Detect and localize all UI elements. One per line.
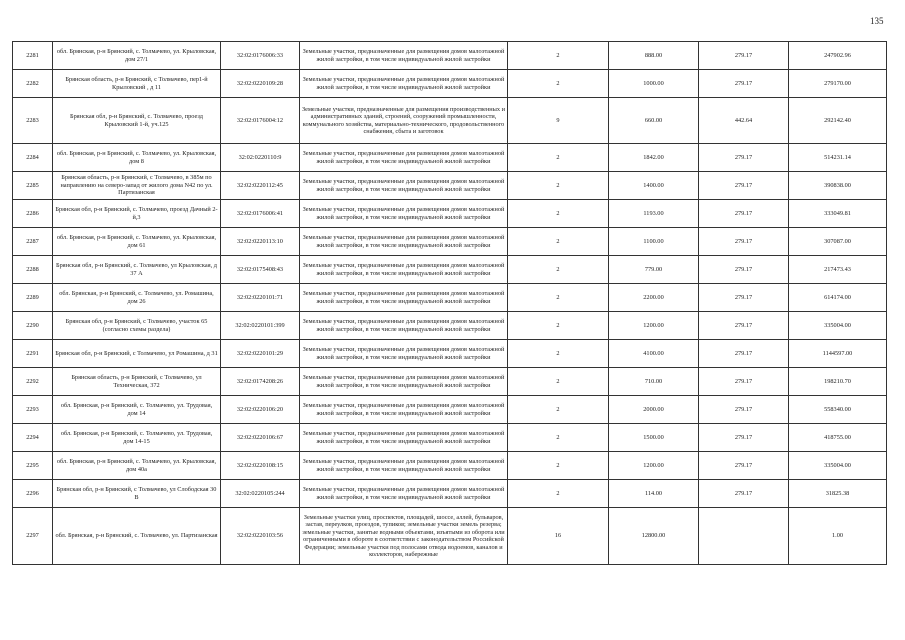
area-cell: 1100.00 [609,228,699,256]
use-group-cell: 2 [508,340,609,368]
cadastral-value-cell: 614174.00 [789,284,887,312]
table-row [13,228,887,256]
area-cell: 779.00 [609,256,699,284]
area-cell: 114.00 [609,480,699,508]
table-row [13,508,887,565]
cadastral-number-cell: 32:02:0176006:33 [221,42,300,70]
row-number-cell: 2284 [13,144,53,172]
row-number-cell: 2287 [13,228,53,256]
cadastral-number-cell: 32:02:0220108:15 [221,452,300,480]
area-cell: 2000.00 [609,396,699,424]
cadastral-value-cell: 390838.00 [789,172,887,200]
cadastral-number-cell: 32:02:0174208:26 [221,368,300,396]
cadastral-value-cell: 292142.40 [789,98,887,144]
land-use-cell: Земельные участки, предназначенные для размещения домов малоэтажной жилой застройки, в том числе индивидуальной жилой застройки [300,42,508,70]
address-cell: Брянская область, р-н Брянский, с Толмачево, ул Техническая, 372 [53,368,221,396]
specific-value-cell: 279.17 [699,424,789,452]
table-row [13,42,887,70]
table-row [13,144,887,172]
area-cell: 1193.00 [609,200,699,228]
row-number-cell: 2286 [13,200,53,228]
cadastral-number-cell: 32:02:0175408:43 [221,256,300,284]
cadastral-number-cell: 32:02:0220109:28 [221,70,300,98]
area-cell: 1500.00 [609,424,699,452]
page-number: 135 [870,16,884,26]
address-cell: Брянская обл, р-н Брянский, с Толмачево, ул Слободская 30 В [53,480,221,508]
row-number-cell: 2288 [13,256,53,284]
cadastral-number-cell: 32:02:0220101:71 [221,284,300,312]
address-cell: Брянская область, р-н Брянский, с Толмачево, в 385м по направлению на северо-запад от жилого дома N42 по ул. Партизанская [53,172,221,200]
specific-value-cell [699,508,789,565]
use-group-cell: 2 [508,424,609,452]
cadastral-number-cell: 32:02:0220106:20 [221,396,300,424]
row-number-cell: 2291 [13,340,53,368]
area-cell: 1000.00 [609,70,699,98]
table-row [13,200,887,228]
use-group-cell: 2 [508,228,609,256]
specific-value-cell: 279.17 [699,452,789,480]
land-use-cell: Земельные участки, предназначенные для размещения домов малоэтажной жилой застройки, в том числе индивидуальной жилой застройки [300,144,508,172]
specific-value-cell: 279.17 [699,228,789,256]
cadastral-value-cell: 198210.70 [789,368,887,396]
address-cell: обл. Брянская, р-н Брянский, с. Толмачево, ул. Ромашина, дом 26 [53,284,221,312]
cadastral-number-cell: 32:02:0220101:399 [221,312,300,340]
land-use-cell: Земельные участки, предназначенные для размещения домов малоэтажной жилой застройки, в том числе индивидуальной жилой застройки [300,424,508,452]
cadastral-value-cell: 31825.38 [789,480,887,508]
specific-value-cell: 279.17 [699,200,789,228]
row-number-cell: 2292 [13,368,53,396]
use-group-cell: 2 [508,200,609,228]
table-row [13,424,887,452]
row-number-cell: 2283 [13,98,53,144]
address-cell: Брянская обл, р-н Брянский, с. Толмачево, проезд Дачный 2-й,3 [53,200,221,228]
table-row [13,452,887,480]
land-use-cell: Земельные участки, предназначенные для размещения домов малоэтажной жилой застройки, в том числе индивидуальной жилой застройки [300,396,508,424]
land-use-cell: Земельные участки, предназначенные для размещения домов малоэтажной жилой застройки, в том числе индивидуальной жилой застройки [300,284,508,312]
cadastral-value-cell: 217473.43 [789,256,887,284]
address-cell: обл. Брянская, р-н Брянский, с. Толмачево, ул. Трудовая, дом 14 [53,396,221,424]
address-cell: обл. Брянская, р-н Брянский, с. Толмачево, ул. Крыловская, дом 61 [53,228,221,256]
use-group-cell: 2 [508,396,609,424]
table-row [13,340,887,368]
land-use-cell: Земельные участки, предназначенные для размещения домов малоэтажной жилой застройки, в том числе индивидуальной жилой застройки [300,368,508,396]
use-group-cell: 2 [508,480,609,508]
cadastral-number-cell: 32:02:0220105:244 [221,480,300,508]
row-number-cell: 2294 [13,424,53,452]
table-row [13,480,887,508]
cadastral-number-cell: 32:02:0220110:9 [221,144,300,172]
address-cell: Брянская обл, р-н Брянский, с Толмачево, ул Ромашина, д 31 [53,340,221,368]
land-use-cell: Земельные участки, предназначенные для размещения домов малоэтажной жилой застройки, в том числе индивидуальной жилой застройки [300,172,508,200]
cadastral-value-cell: 558340.00 [789,396,887,424]
table-row [13,172,887,200]
cadastral-value-cell: 1.00 [789,508,887,565]
area-cell: 660.00 [609,98,699,144]
specific-value-cell: 279.17 [699,396,789,424]
cadastral-value-cell: 247902.96 [789,42,887,70]
use-group-cell: 2 [508,312,609,340]
row-number-cell: 2295 [13,452,53,480]
use-group-cell: 2 [508,144,609,172]
area-cell: 1200.00 [609,312,699,340]
specific-value-cell: 279.17 [699,172,789,200]
area-cell: 1400.00 [609,172,699,200]
cadastral-value-cell: 335004.00 [789,312,887,340]
cadastral-value-cell: 279170.00 [789,70,887,98]
area-cell: 12800.00 [609,508,699,565]
cadastral-number-cell: 32:02:0220101:29 [221,340,300,368]
row-number-cell: 2285 [13,172,53,200]
land-use-cell: Земельные участки, предназначенные для размещения домов малоэтажной жилой застройки, в том числе индивидуальной жилой застройки [300,228,508,256]
land-use-cell: Земельные участки, предназначенные для размещения домов малоэтажной жилой застройки, в том числе индивидуальной жилой застройки [300,452,508,480]
use-group-cell: 2 [508,70,609,98]
row-number-cell: 2293 [13,396,53,424]
specific-value-cell: 279.17 [699,256,789,284]
row-number-cell: 2281 [13,42,53,70]
specific-value-cell: 279.17 [699,480,789,508]
use-group-cell: 9 [508,98,609,144]
land-use-cell: Земельные участки, предназначенные для размещения домов малоэтажной жилой застройки, в том числе индивидуальной жилой застройки [300,312,508,340]
area-cell: 4100.00 [609,340,699,368]
specific-value-cell: 279.17 [699,144,789,172]
address-cell: обл. Брянская, р-н Брянский, с. Толмачево, ул. Крыловская, дом 8 [53,144,221,172]
row-number-cell: 2282 [13,70,53,98]
use-group-cell: 2 [508,42,609,70]
cadastral-number-cell: 32:02:0220106:67 [221,424,300,452]
specific-value-cell: 279.17 [699,312,789,340]
area-cell: 710.00 [609,368,699,396]
address-cell: Брянская обл, р-н Брянский, с. Толмачево, ул Крыловская, д 37 А [53,256,221,284]
cadastral-value-cell: 307087.00 [789,228,887,256]
specific-value-cell: 279.17 [699,42,789,70]
specific-value-cell: 279.17 [699,70,789,98]
land-use-cell: Земельные участки, предназначенные для размещения домов малоэтажной жилой застройки, в том числе индивидуальной жилой застройки [300,340,508,368]
area-cell: 1842.00 [609,144,699,172]
cadastral-number-cell: 32:02:0220113:10 [221,228,300,256]
table-row [13,368,887,396]
address-cell: Брянская обл, р-н Брянский, с. Толмачево, проезд Крыловский 1-й, уч.125 [53,98,221,144]
cadastral-number-cell: 32:02:0220103:56 [221,508,300,565]
cadastral-value-table [12,41,887,565]
address-cell: обл. Брянская, р-н Брянский, с. Толмачево, ул. Крыловская, дом 27/1 [53,42,221,70]
land-use-cell: Земельные участки, предназначенные для размещения домов малоэтажной жилой застройки, в том числе индивидуальной жилой застройки [300,256,508,284]
address-cell: Брянская область, р-н Брянский, с Толмачево, пер1-й Крыловский , д 11 [53,70,221,98]
use-group-cell: 2 [508,284,609,312]
area-cell: 2200.00 [609,284,699,312]
use-group-cell: 2 [508,172,609,200]
use-group-cell: 2 [508,368,609,396]
address-cell: обл. Брянская, р-н Брянский, с. Толмачево, ул. Трудовая, дом 14-15 [53,424,221,452]
area-cell: 888.00 [609,42,699,70]
specific-value-cell: 279.17 [699,368,789,396]
cadastral-value-cell: 418755.00 [789,424,887,452]
table-row [13,284,887,312]
address-cell: Брянская обл, р-н Брянский, с Толмачево, участок 65 (согласно схемы раздела) [53,312,221,340]
address-cell: обл. Брянская, р-н Брянский, с. Толмачево, ул. Партизанская [53,508,221,565]
use-group-cell: 16 [508,508,609,565]
cadastral-value-cell: 1144597.00 [789,340,887,368]
row-number-cell: 2296 [13,480,53,508]
table-row [13,396,887,424]
use-group-cell: 2 [508,256,609,284]
table-row [13,312,887,340]
specific-value-cell: 279.17 [699,340,789,368]
land-use-cell: Земельные участки улиц, проспектов, площадей, шоссе, аллей, бульваров, застав, переулков, проездов, тупиков; земельные участки земель резерва; земельные участки, занятые водными объектами, изъятыми из оборота или ограниченными в обороте в соответствии с законодательством Российской Федерации; земельные участки под полосами отвода водоемов, каналов и коллекторов, набережные [300,508,508,565]
cadastral-number-cell: 32:02:0176006:41 [221,200,300,228]
cadastral-value-cell: 514231.14 [789,144,887,172]
cadastral-value-cell: 335004.00 [789,452,887,480]
area-cell: 1200.00 [609,452,699,480]
row-number-cell: 2297 [13,508,53,565]
cadastral-value-cell: 333049.81 [789,200,887,228]
cadastral-number-cell: 32:02:0220112:45 [221,172,300,200]
cadastral-number-cell: 32:02:0176004:12 [221,98,300,144]
row-number-cell: 2290 [13,312,53,340]
land-use-cell: Земельные участки, предназначенные для размещения домов малоэтажной жилой застройки, в том числе индивидуальной жилой застройки [300,480,508,508]
land-use-cell: Земельные участки, предназначенные для размещения домов малоэтажной жилой застройки, в том числе индивидуальной жилой застройки [300,200,508,228]
land-use-cell: Земельные участки, предназначенные для размещения производственных и административных зданий, строений, сооружений промышленности, коммунального хозяйства, материально-технического, продовольственного снабжения, сбыта и заготовок [300,98,508,144]
use-group-cell: 2 [508,452,609,480]
land-use-cell: Земельные участки, предназначенные для размещения домов малоэтажной жилой застройки, в том числе индивидуальной жилой застройки [300,70,508,98]
table-row [13,70,887,98]
specific-value-cell: 279.17 [699,284,789,312]
table-row [13,98,887,144]
table-row [13,256,887,284]
specific-value-cell: 442.64 [699,98,789,144]
row-number-cell: 2289 [13,284,53,312]
address-cell: обл. Брянская, р-н Брянский, с. Толмачево, ул. Крыловская, дом 40а [53,452,221,480]
